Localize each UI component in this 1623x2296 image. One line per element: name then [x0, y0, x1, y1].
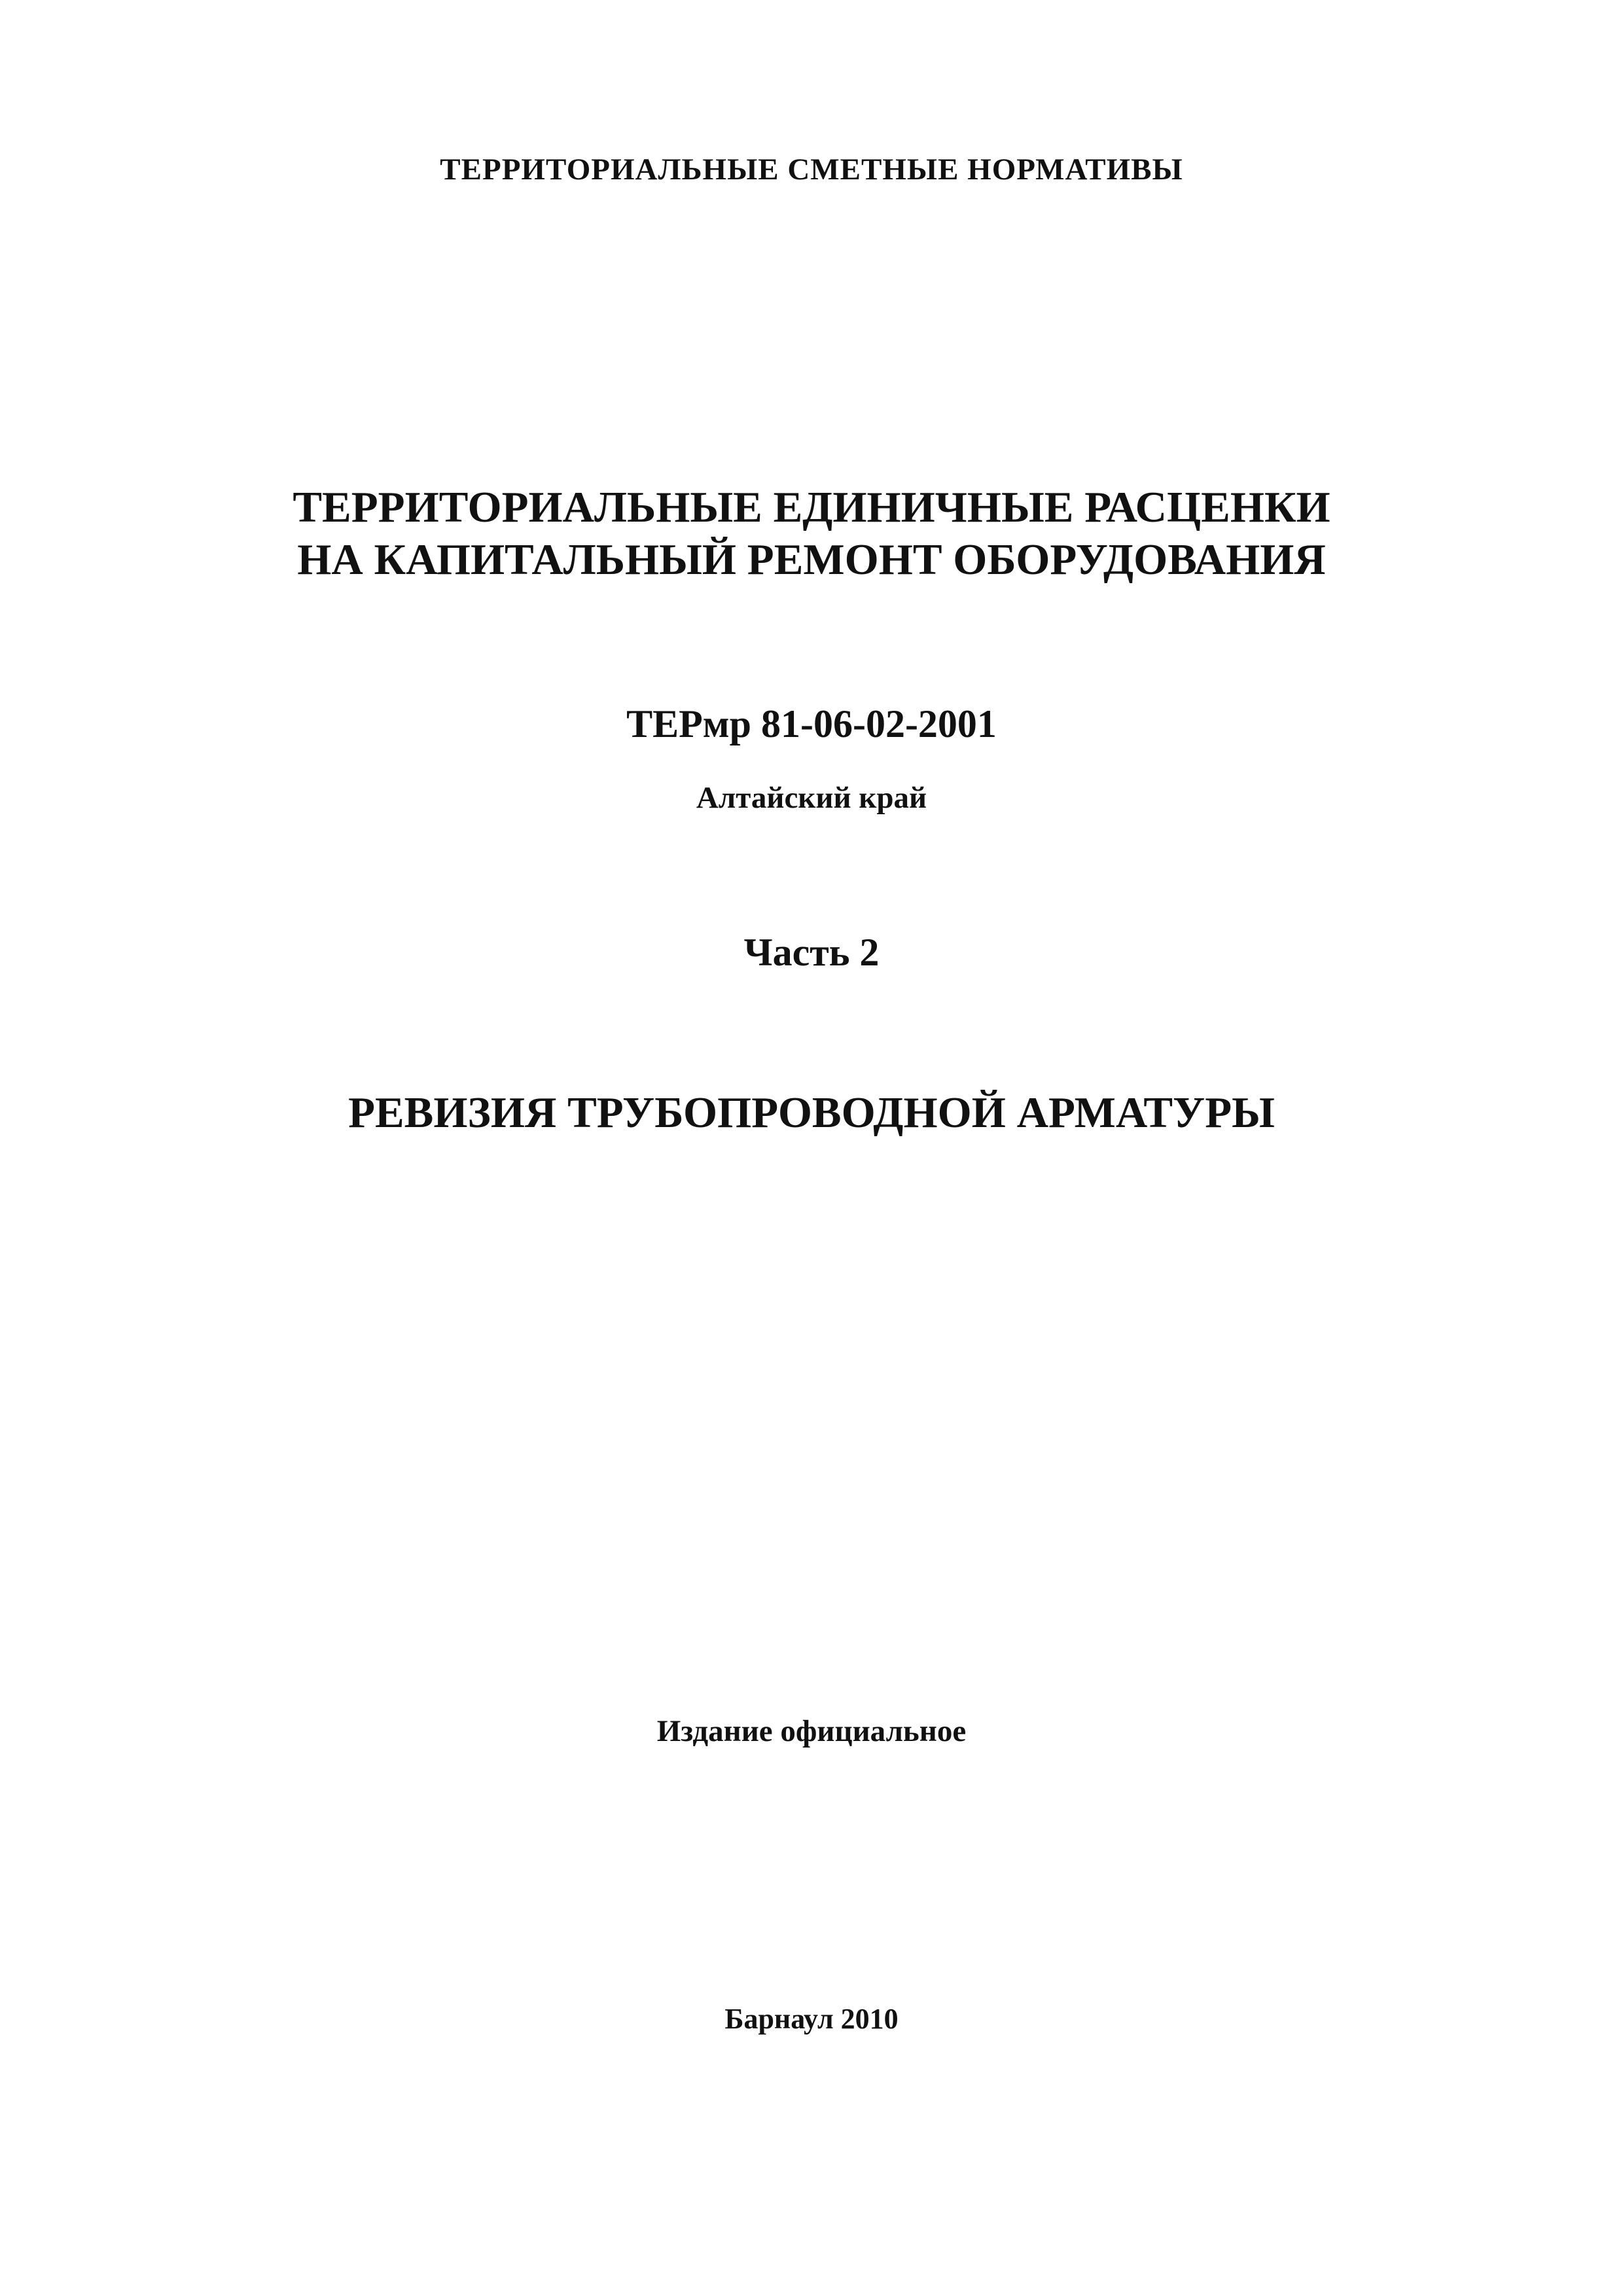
section-title: РЕВИЗИЯ ТРУБОПРОВОДНОЙ АРМАТУРЫ [348, 1088, 1275, 1137]
series-heading: ТЕРРИТОРИАЛЬНЫЕ СМЕТНЫЕ НОРМАТИВЫ [440, 152, 1183, 187]
imprint-place-year: Барнаул 2010 [724, 2003, 899, 2035]
document-title-line-1: ТЕРРИТОРИАЛЬНЫЕ ЕДИНИЧНЫЕ РАСЦЕНКИ [293, 483, 1330, 531]
edition-note: Издание официальное [656, 1714, 967, 1748]
part-number: Часть 2 [743, 931, 880, 974]
document-title-line-2: НА КАПИТАЛЬНЫЙ РЕМОНТ ОБОРУДОВАНИЯ [297, 535, 1326, 584]
region-name: Алтайский край [696, 781, 927, 815]
document-code: ТЕРмр 81-06-02-2001 [626, 702, 997, 745]
